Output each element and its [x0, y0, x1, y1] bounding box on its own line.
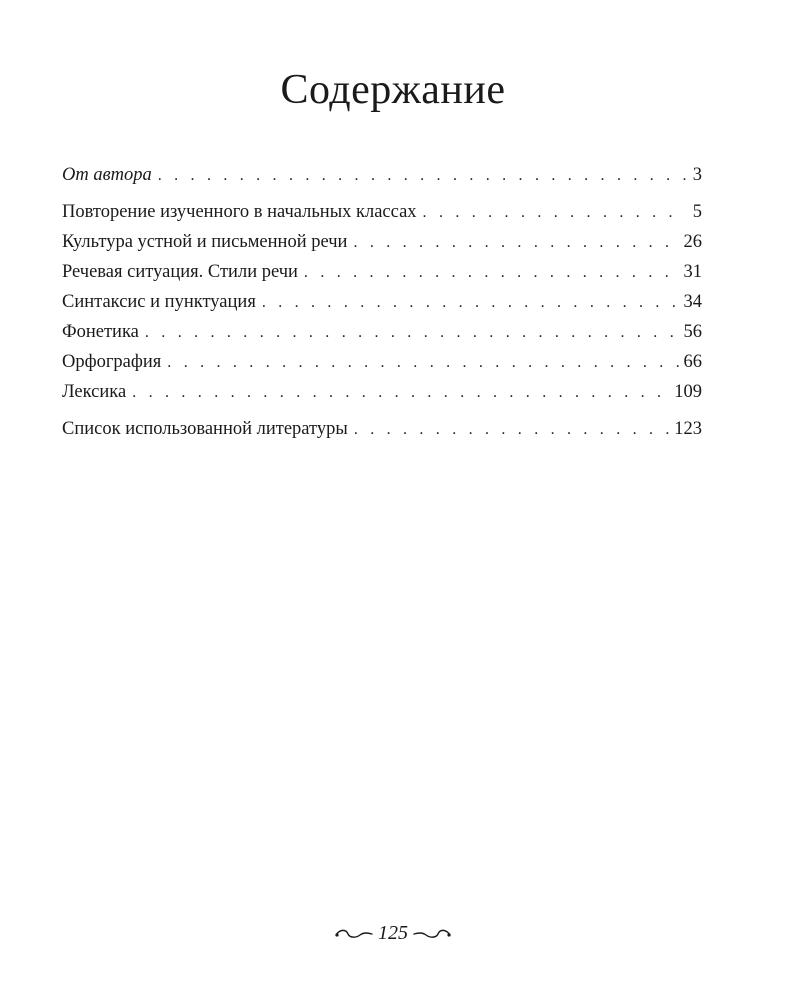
toc-page-number: 34	[683, 292, 702, 312]
toc-dot-leader	[353, 228, 679, 258]
toc-page-number: 31	[683, 262, 702, 282]
toc-dot-leader	[145, 318, 680, 348]
toc-entry-label: Культура устной и письменной речи	[62, 232, 348, 252]
toc-entry-label: Речевая ситуация. Стили речи	[62, 262, 298, 282]
toc-dot-leader	[262, 288, 680, 318]
table-of-contents	[62, 160, 702, 444]
toc-entry-label: Фонетика	[62, 322, 139, 342]
toc-entry-label: Повторение изученного в начальных классах	[62, 202, 417, 222]
toc-page-number: 5	[692, 202, 702, 222]
toc-entry-syntax[interactable]	[62, 287, 702, 317]
toc-entry-label: От автора	[62, 165, 152, 185]
toc-page-number: 3	[692, 165, 702, 185]
toc-dot-leader	[132, 378, 670, 408]
toc-entry-orthography[interactable]	[62, 347, 702, 377]
toc-entry-speech-culture[interactable]	[62, 227, 702, 257]
page-footer	[0, 922, 786, 945]
toc-entry-speech-situation[interactable]	[62, 257, 702, 287]
toc-page-number: 56	[683, 322, 702, 342]
toc-dot-leader	[167, 348, 679, 378]
flourish-right-icon	[412, 927, 452, 941]
toc-entry-review[interactable]	[62, 197, 702, 227]
toc-dot-leader	[158, 161, 686, 191]
flourish-left-icon	[334, 927, 374, 941]
toc-entry-label: Синтаксис и пунктуация	[62, 292, 256, 312]
toc-dot-leader	[423, 198, 686, 228]
toc-entry-label: Список использованной литературы	[62, 419, 348, 439]
toc-dot-leader	[354, 415, 670, 445]
toc-entry-label: Орфография	[62, 352, 162, 372]
toc-page-number: 109	[674, 382, 702, 402]
toc-page-number: 26	[683, 232, 702, 252]
page-number: 125	[378, 922, 408, 944]
toc-entry-phonetics[interactable]	[62, 317, 702, 347]
toc-entry-lexicon[interactable]	[62, 377, 702, 407]
toc-entry-bibliography[interactable]	[62, 414, 702, 444]
toc-page-number: 66	[683, 352, 702, 372]
toc-entry-from-author[interactable]	[62, 160, 702, 190]
page-title: Содержание	[280, 67, 506, 113]
toc-entry-label: Лексика	[62, 382, 127, 402]
toc-dot-leader	[304, 258, 680, 288]
toc-page-number: 123	[674, 419, 702, 439]
